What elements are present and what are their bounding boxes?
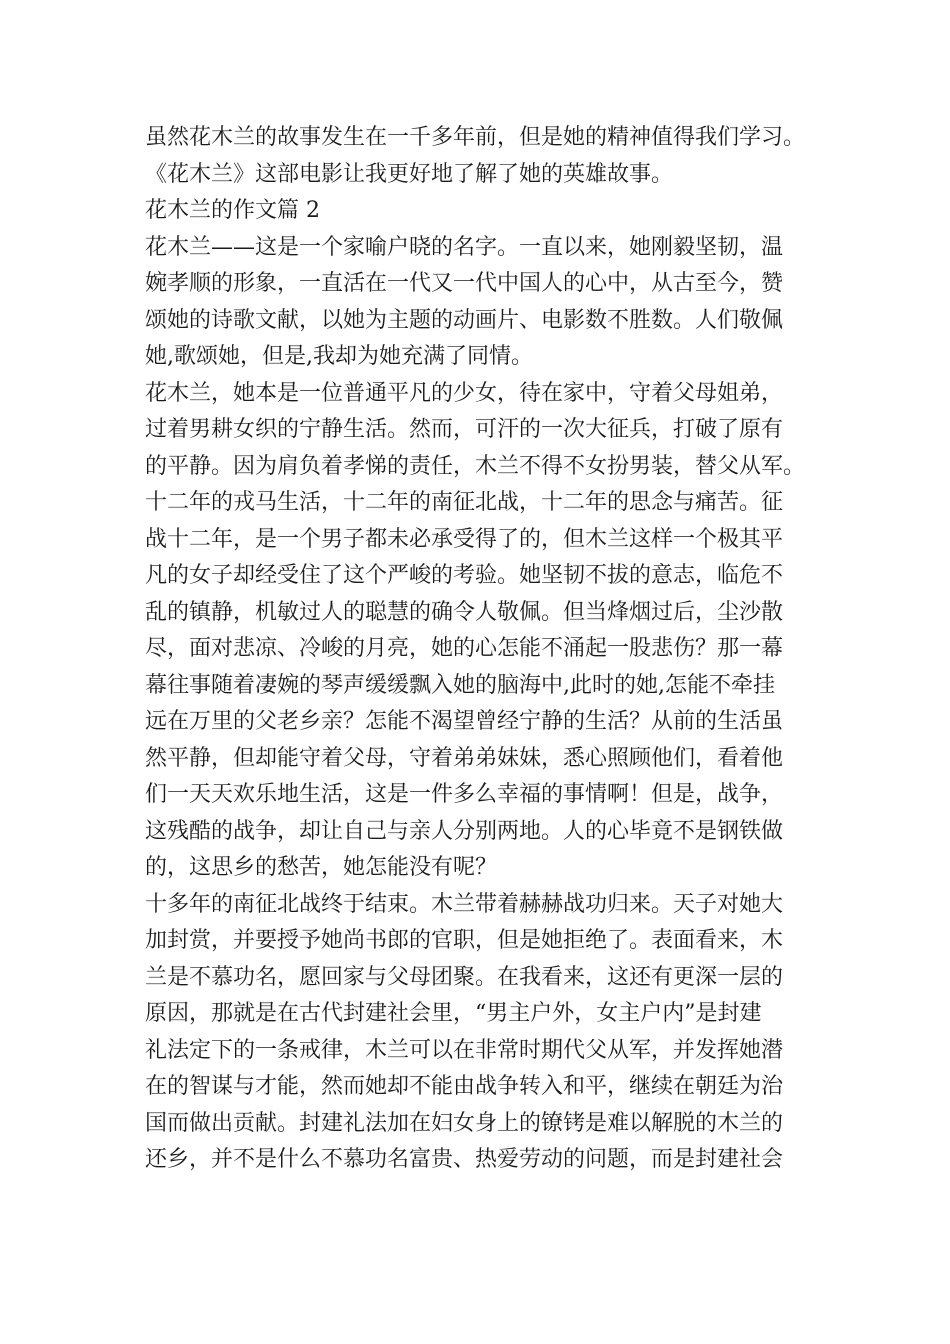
essay-body	[145, 120, 825, 1179]
text-line: 国而做出贡献。封建礼法加在妇女身上的镣铐是难以解脱的木兰的	[145, 1110, 784, 1136]
text-line: 们一天天欢乐地生活，这是一件多么幸福的事情啊！但是，战争，	[145, 782, 784, 807]
text-line: 凡的女子却经受住了这个严峻的考验。她坚韧不拔的意志，临危不	[145, 563, 784, 588]
text-line: 还乡，并不是什么不慕功名富贵、热爱劳动的问题，而是封建社会	[145, 1147, 784, 1172]
text-line: 加封赏，并要授予她尚书郎的官职，但是她拒绝了。表面看来，木	[145, 928, 784, 953]
text-line: 颂她的诗歌文献，以她为主题的动画片、电影数不胜数。人们敬佩	[145, 307, 784, 333]
text-line: 虽然花木兰的故事发生在一千多年前，但是她的精神值得我们学习。	[145, 125, 806, 150]
text-line: 婉孝顺的形象，一直活在一代又一代中国人的心中，从古至今，赞	[145, 271, 784, 296]
text-line: 然平静，但却能守着父母，守着弟弟妹妹，悉心照顾他们，看着他	[145, 745, 784, 771]
text-line: 她,歌颂她，但是,我却为她充满了同情。	[145, 344, 533, 369]
text-line: 乱的镇静，机敏过人的聪慧的确令人敬佩。但当烽烟过后，尘沙散	[145, 599, 784, 625]
text-line: 《花木兰》这部电影让我更好地了解了她的英雄故事。	[145, 161, 674, 187]
text-line: 幕往事随着凄婉的琴声缓缓飘入她的脑海中,此时的她,怎能不牵挂	[145, 672, 775, 698]
text-line: 花木兰——这是一个家喻户晓的名字。一直以来，她刚毅坚韧，温	[145, 234, 784, 260]
text-line: 的，这思乡的愁苦，她怎能没有呢？	[145, 855, 498, 880]
text-line: 十多年的南征北战终于结束。木兰带着赫赫战功归来。天子对她大	[145, 891, 784, 917]
text-line: 兰是不慕功名，愿回家与父母团聚。在我看来，这还有更深一层的	[145, 964, 784, 990]
text-line: 过着男耕女织的宁静生活。然而，可汗的一次大征兵，打破了原有	[145, 417, 784, 442]
text-line: 尽，面对悲凉、冷峻的月亮，她的心怎能不涌起一股悲伤？那一幕	[145, 636, 784, 661]
text-line: 礼法定下的一条戒律，木兰可以在非常时期代父从军，并发挥她潜	[145, 1037, 784, 1063]
text-line: 战十二年，是一个男子都未必承受得了的，但木兰这样一个极其平	[145, 526, 784, 552]
text-line: 原因，那就是在古代封建社会里，“男主户外，女主户内”是封建	[145, 1001, 762, 1026]
text-line: 的平静。因为肩负着孝悌的责任，木兰不得不女扮男装，替父从军。	[145, 453, 806, 479]
section-heading: 花木兰的作文篇 2	[145, 198, 320, 223]
text-line: 花木兰，她本是一位普通平凡的少女，待在家中，守着父母姐弟，	[145, 380, 784, 406]
text-line: 这残酷的战争，却让自己与亲人分别两地。人的心毕竟不是钢铁做	[145, 818, 784, 844]
text-line: 十二年的戎马生活，十二年的南征北战，十二年的思念与痛苦。征	[145, 490, 784, 515]
text-line: 在的智谋与才能，然而她却不能由战争转入和平，继续在朝廷为治	[145, 1074, 784, 1099]
text-line: 远在万里的父老乡亲？怎能不渴望曾经宁静的生活？从前的生活虽	[145, 709, 784, 734]
